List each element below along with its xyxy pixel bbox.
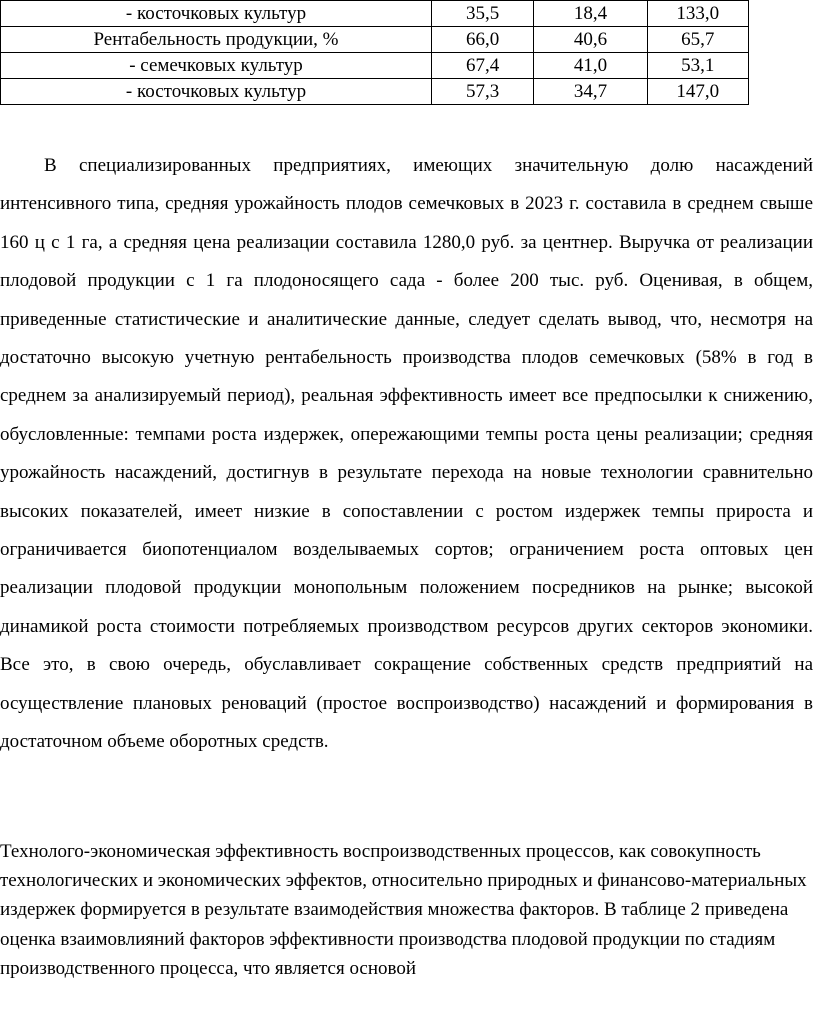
table-cell-value: 67,4 bbox=[432, 53, 534, 79]
table-cell-label: - косточковых культур bbox=[1, 1, 432, 27]
table-cell-value: 35,5 bbox=[432, 1, 534, 27]
table-cell-label: - косточковых культур bbox=[1, 79, 432, 105]
data-table bbox=[0, 0, 749, 105]
table-cell-value: 18,4 bbox=[534, 1, 647, 27]
table-cell-value: 34,7 bbox=[534, 79, 647, 105]
table-cell-value: 65,7 bbox=[647, 27, 748, 53]
table-cell-value: 41,0 bbox=[534, 53, 647, 79]
table-cell-value: 40,6 bbox=[534, 27, 647, 53]
table-cell-label: - семечковых культур bbox=[1, 53, 432, 79]
table-cell-label: Рентабельность продукции, % bbox=[1, 27, 432, 53]
table-row bbox=[1, 27, 749, 53]
table-cell-value: 147,0 bbox=[647, 79, 748, 105]
table-row bbox=[1, 53, 749, 79]
table-cell-value: 66,0 bbox=[432, 27, 534, 53]
table-cell-value: 133,0 bbox=[647, 1, 748, 27]
body-paragraph: Технолого-экономическая эффективность воспроизводственных процессов, как совокупность технологических и экономических эффектов, относительно природных и финансово-материальных издержек формируется в результате взаимодействия множества факторов. В таблице 2 приведена оценка взаимовлияний факторов эффективности производства плодовой продукции по стадиям производственного процесса, что является основой bbox=[0, 841, 807, 979]
table-cell-value: 53,1 bbox=[647, 53, 748, 79]
body-paragraph: В специализированных предприятиях, имеющих значительную долю насаждений интенсивного типа, средняя урожайность плодов семечковых в 2023 г. составила в среднем свыше 160 ц с 1 га, а средняя цена реализации составила 1280,0 руб. за центнер. Выручка от реализации плодовой продукции с 1 га плодоносящего сада - более 200 тыс. руб. Оценивая, в общем, приведенные статистические и аналитические данные, следует сделать вывод, что, несмотря на достаточно высокую учетную рентабельность производства плодов семечковых (58% в год в среднем за анализируемый период), реальная эффективность имеет все предпосылки к снижению, обусловленные: темпами роста издержек, опережающими темпы роста цены реализации; средняя урожайность насаждений, достигнув в результате перехода на новые технологии сравнительно высоких показателей, имеет низкие в сопоставлении с ростом издержек темпы прироста и ограничивается биопотенциалом возделываемых сортов; ограничением роста оптовых цен реализации плодовой продукции монопольным положением посредников на рынке; высокой динамикой роста стоимости потребляемых производством ресурсов других секторов экономики. Все это, в свою очередь, обуславливает сокращение собственных средств предприятий на осуществление плановых реноваций (простое воспроизводство) насаждений и формирования в достаточном объеме оборотных средств. bbox=[0, 155, 813, 753]
table-cell-value: 57,3 bbox=[432, 79, 534, 105]
table-row bbox=[1, 1, 749, 27]
table-row bbox=[1, 79, 749, 105]
